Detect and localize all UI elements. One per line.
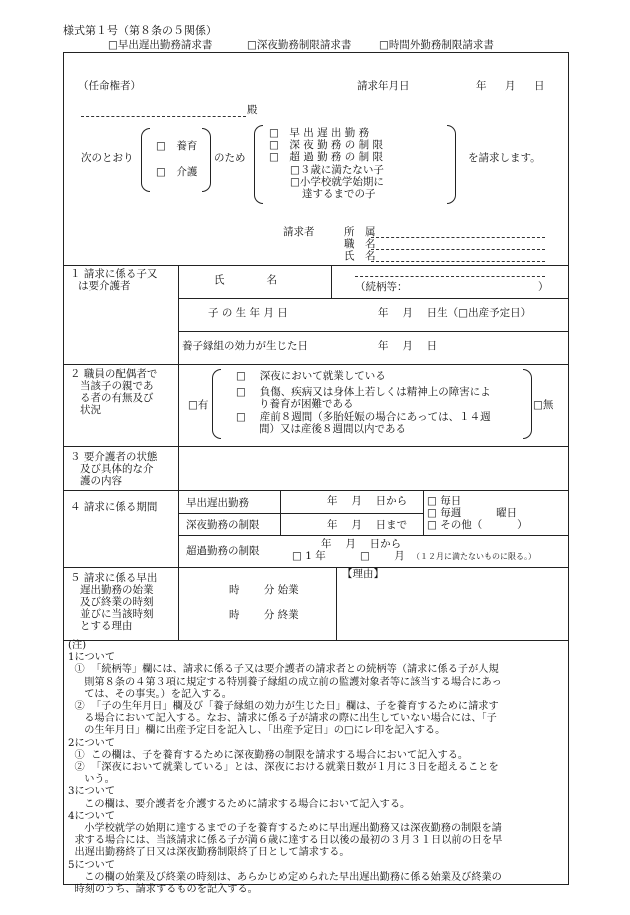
note-line: ① 「続柄等」欄には、請求に係る子又は要介護者の請求者との続柄等（請求に係る子が人規: [68, 664, 499, 676]
request-suffix: を請求します。: [468, 152, 541, 164]
req-night-limit[interactable]: □ 深 夜 勤 務 の 制 限: [269, 139, 383, 151]
name-field[interactable]: [371, 261, 545, 262]
form-type-overtime-limit[interactable]: □時間外勤務制限請求書: [379, 39, 494, 51]
dono-label: 殿: [247, 104, 258, 116]
spouse-no[interactable]: □無: [533, 399, 554, 411]
spouse-illness-cont: り養育が困難である: [259, 398, 354, 410]
period-overtime-label: 超過勤務の制限: [186, 545, 260, 557]
note-line: 時刻のうち、請求するものを記入する。: [68, 884, 258, 896]
note-line: この欄の始業及び終業の時刻は、あらかじめ定められた早出遅出勤務に係る始業及び終業の: [68, 871, 502, 883]
affiliation-field[interactable]: [371, 237, 545, 238]
row-divider-4: [63, 490, 569, 491]
overtime-note: （１２月に満たないものに限る。）: [412, 552, 536, 561]
care-brace-right: [202, 128, 211, 192]
note-line: 小学校就学の始期に達するまでの子を養育するために早出遅出勤務又は深夜勤務の制限を請: [68, 823, 502, 835]
tsugi-label: 次のとおり: [81, 152, 134, 164]
note-line: いう。: [68, 774, 115, 786]
child-name-field[interactable]: [355, 276, 545, 277]
note-line: の生年月日」欄に出産予定日を記入し、「出産予定日」の□にレ印を記入する。: [68, 725, 446, 737]
sec3-label-line1: ３ 要介護者の状態: [70, 451, 158, 463]
req-school-age[interactable]: □小学校就学始期に: [290, 176, 384, 188]
appointer-label: （任命権者）: [78, 80, 141, 92]
sec3-label-line2: 及び具体的な介: [80, 463, 154, 475]
note-line: 3について: [68, 786, 116, 798]
freq-other[interactable]: □ その他（ ）: [427, 519, 528, 531]
birthdate-label: 子 の 生 年 月 日: [208, 307, 288, 319]
sec1-label-line1: １ 請求に係る子又: [70, 268, 158, 280]
start-time[interactable]: 時 分 始業: [229, 584, 299, 596]
spouse-illness[interactable]: □ 負傷、疾病又は身体上若しくは精神上の障害によ: [236, 386, 491, 398]
note-line: 則第８条の４第３項に規定する特別養子縁組の成立前の監護対象者等に該当する場合にあっ: [68, 676, 502, 688]
sec2-label-line3: る者の有無及び: [80, 392, 154, 404]
spouse-maternity[interactable]: □ 産前８週間（多胎妊娠の場合にあっては、１４週: [236, 411, 491, 423]
note-line: ② 「深夜において就業している」とは、深夜における就業日数が１月に３日を超えることを: [68, 762, 499, 774]
period-until[interactable]: 年 月 日まで: [327, 519, 408, 531]
sec2-label-line2: 当該子の親であ: [80, 380, 154, 392]
spouse-brace-right: [523, 369, 532, 439]
freq-weekly[interactable]: □ 毎週 曜日: [427, 507, 518, 519]
row-divider-4b: [178, 535, 569, 536]
reason-label: 【理由】: [342, 568, 384, 580]
note-line: この欄は、要介護者を介護するために請求する場合において記入する。: [68, 798, 411, 810]
notes-block: [68, 640, 563, 896]
note-line: 求する場合には、当該請求に係る子が満６歳に達する日以後の最初の３月３１日以前の日を早: [68, 835, 503, 847]
child-name-label: 氏 名: [214, 274, 277, 286]
birthdate-value[interactable]: 年 月 日生（□出産予定日）: [378, 307, 532, 319]
sec5-label-line4: 並びに当該時刻: [80, 608, 154, 620]
row-divider-1a: [178, 298, 569, 299]
care-brace-left: [141, 128, 150, 192]
period-from[interactable]: 年 月 日から: [327, 495, 408, 507]
sec2-label-line4: 状況: [80, 404, 101, 416]
col-divider-name: [331, 265, 332, 298]
note-line: (注): [68, 640, 87, 651]
col-divider-reason: [336, 567, 337, 640]
note-line: 出遅出勤務終了日又は深夜勤務制限終了日として請求する。: [68, 847, 350, 859]
req-brace-left: [254, 125, 263, 204]
col-divider-freq: [423, 490, 424, 535]
note-line: 5について: [68, 859, 116, 871]
sec3-label-line3: 護の内容: [80, 475, 122, 487]
period-night-label: 深夜勤務の制限: [186, 519, 260, 531]
row-divider-5: [63, 567, 569, 568]
note-line: る場合において記入する。なお、請求に係る子が請求の際に出生していない場合には、「子: [68, 713, 497, 725]
note-line: ① この欄は、子を養育するために深夜勤務の制限を請求する場合において記入する。: [68, 749, 469, 761]
name-label: 氏 名: [344, 250, 376, 262]
note-line: ② 「子の生年月日」欄及び「養子縁組の効力が生じた日」欄は、子を養育するために請求す: [68, 701, 499, 713]
req-brace-right: [447, 125, 456, 204]
form-type-night-limit[interactable]: □深夜勤務制限請求書: [247, 39, 352, 51]
position-field[interactable]: [371, 249, 545, 250]
overtime-months[interactable]: □ 月: [360, 550, 405, 562]
row-divider-3: [63, 446, 569, 447]
req-school-age-cont: 達するまでの子: [302, 188, 376, 200]
sec5-label-line5: とする理由: [80, 620, 133, 632]
note-line: 1について: [68, 652, 116, 664]
row-divider-1: [63, 265, 569, 266]
req-under-3[interactable]: □３歳に満たない子: [290, 164, 384, 176]
freq-daily[interactable]: □ 毎日: [427, 495, 462, 507]
overtime-from[interactable]: 年 月 日から: [321, 538, 402, 550]
spouse-maternity-cont: 間）又は産後８週間以内である: [259, 423, 406, 435]
request-date-label: 請求年月日: [357, 80, 410, 92]
sec1-label-line2: は要介護者: [78, 280, 131, 292]
overtime-1-year[interactable]: □ 1 年: [292, 550, 326, 562]
spouse-yes[interactable]: □有: [188, 399, 209, 411]
note-line: 4について: [68, 810, 116, 822]
adoption-date-label: 養子縁組の効力が生じた日: [182, 340, 308, 352]
note-line: ては、その事実。）を記入する。: [68, 688, 232, 700]
sec4-label: ４ 請求に係る期間: [70, 501, 158, 513]
notame-label: のため: [214, 152, 246, 164]
req-early-late[interactable]: □ 早 出 遅 出 勤 務: [269, 127, 370, 139]
spouse-night-work[interactable]: □ 深夜において就業している: [236, 370, 386, 382]
care-option-nursing[interactable]: □ 介護: [156, 166, 198, 178]
care-option-childcare[interactable]: □ 養育: [156, 140, 198, 152]
sec5-label-line2: 遅出勤務の始業: [80, 584, 154, 596]
row-divider-1b: [178, 331, 569, 332]
req-overtime-limit[interactable]: □ 超 過 勤 務 の 制 限: [269, 151, 383, 163]
spouse-brace-left: [212, 369, 221, 439]
affiliation-label: 所 属: [344, 226, 376, 238]
requester-label: 請求者: [283, 226, 315, 238]
form-number: 様式第１号（第８条の５関係）: [63, 24, 217, 37]
end-time[interactable]: 時 分 終業: [229, 609, 299, 621]
col-divider-period: [280, 490, 281, 535]
col-divider-label: [178, 265, 179, 640]
row-divider-4a: [178, 513, 423, 514]
date-month: 月: [505, 80, 516, 92]
sec5-label-line1: ５ 請求に係る早出: [70, 572, 158, 584]
period-early-late-label: 早出遅出勤務: [186, 497, 249, 509]
adoption-date-value[interactable]: 年 月 日: [378, 340, 438, 352]
position-label: 職 名: [344, 238, 376, 250]
relation-close: ）: [538, 281, 549, 293]
relation-label: （続柄等：: [355, 281, 408, 293]
date-day: 日: [534, 80, 545, 92]
addressee-line[interactable]: [81, 116, 246, 117]
note-line: 2について: [68, 737, 116, 749]
sec2-label-line1: ２ 職員の配偶者で: [70, 368, 158, 380]
date-year: 年: [476, 80, 487, 92]
row-divider-2: [63, 364, 569, 365]
sec5-label-line3: 及び終業の時刻: [80, 596, 154, 608]
form-type-early-late[interactable]: □早出遅出勤務請求書: [108, 39, 213, 51]
